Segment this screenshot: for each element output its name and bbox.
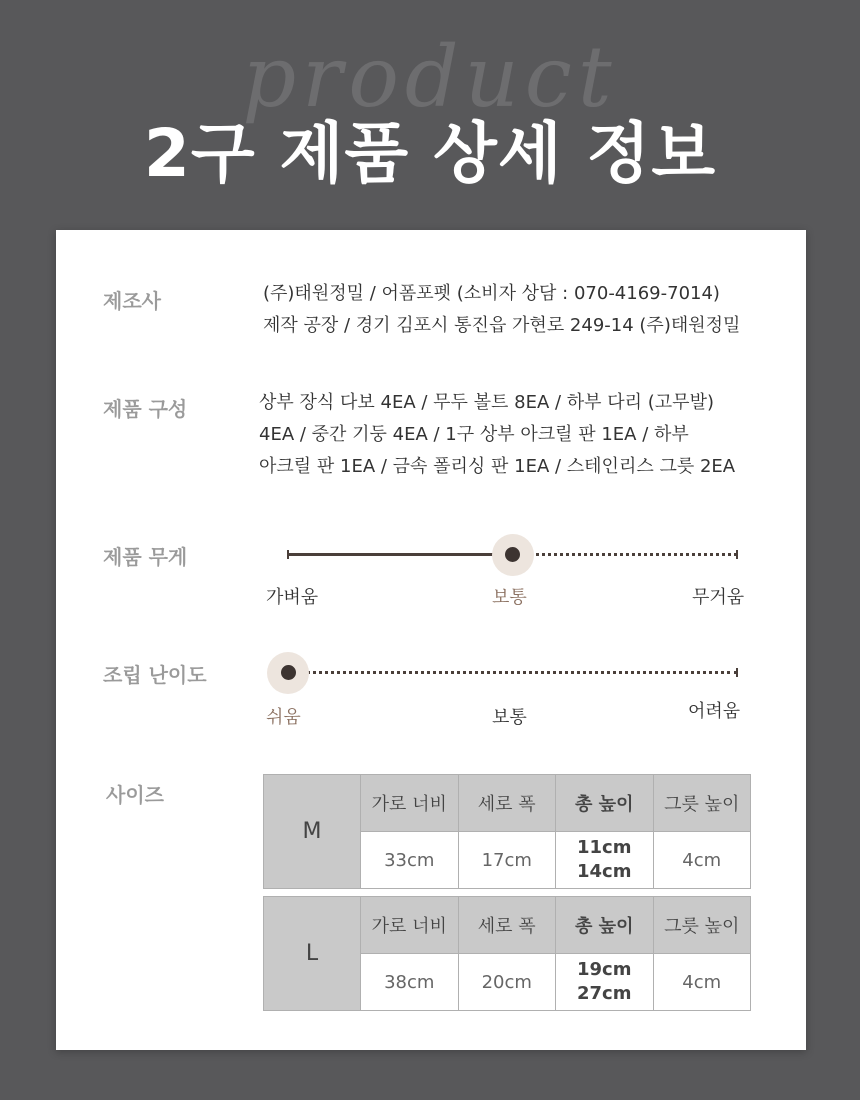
- col-width-header: 가로 너비: [361, 897, 459, 954]
- size-name: M: [264, 775, 361, 889]
- difficulty-level-hard: 어려움: [688, 701, 741, 722]
- difficulty-marker: [281, 665, 296, 680]
- height-value: [556, 954, 654, 1011]
- size-label: 사이즈: [106, 783, 164, 807]
- weight-marker: [505, 547, 520, 562]
- difficulty-scale: [256, 651, 756, 741]
- height-value-1: 11cm: [577, 837, 632, 858]
- col-bowl-header: 그릇 높이: [653, 897, 751, 954]
- bowl-value: 4cm: [653, 954, 751, 1011]
- height-value: [556, 832, 654, 889]
- composition-line-3: 아크릴 판 1EA / 금속 폴리싱 판 1EA / 스테인리스 그릇 2EA: [259, 456, 736, 477]
- difficulty-label: 조립 난이도: [103, 663, 207, 687]
- height-value-2: 14cm: [577, 861, 632, 882]
- weight-level-light: 가벼움: [266, 587, 319, 608]
- weight-label: 제품 무게: [103, 545, 188, 569]
- size-name: L: [264, 897, 361, 1011]
- depth-value: 20cm: [458, 954, 556, 1011]
- manufacturer-line-2: 제작 공장 / 경기 김포시 통진읍 가현로 249-14 (주)태원정밀: [263, 315, 741, 336]
- difficulty-scale-end-cap: [736, 668, 738, 677]
- weight-scale-end-cap: [736, 550, 738, 559]
- size-table-l: [263, 896, 751, 1011]
- composition-label: 제품 구성: [103, 397, 188, 421]
- page-title: 2구 제품 상세 정보: [143, 115, 717, 192]
- bowl-value: 4cm: [653, 832, 751, 889]
- col-bowl-header: 그릇 높이: [653, 775, 751, 832]
- manufacturer-line-1: (주)태원정밀 / 어폼포펫 (소비자 상담 : 070-4169-7014): [263, 283, 720, 304]
- decorative-script-word: product: [242, 28, 618, 126]
- difficulty-track-remaining: [288, 671, 737, 674]
- width-value: 38cm: [361, 954, 459, 1011]
- height-value-2: 27cm: [577, 983, 632, 1004]
- depth-value: 17cm: [458, 832, 556, 889]
- weight-level-heavy: 무거움: [692, 587, 745, 608]
- composition-info: [259, 387, 735, 483]
- weight-level-normal: 보통: [492, 587, 527, 608]
- col-width-header: 가로 너비: [361, 775, 459, 832]
- size-table-m: [263, 774, 751, 889]
- col-depth-header: 세로 폭: [458, 897, 556, 954]
- weight-scale: [256, 533, 756, 623]
- manufacturer-label: 제조사: [103, 289, 161, 313]
- weight-track-filled: [288, 553, 513, 556]
- header: [0, 0, 860, 230]
- width-value: 33cm: [361, 832, 459, 889]
- composition-line-2: 4EA / 중간 기둥 4EA / 1구 상부 아크릴 판 1EA / 하부: [259, 424, 689, 445]
- difficulty-level-normal: 보통: [492, 707, 527, 728]
- col-depth-header: 세로 폭: [458, 775, 556, 832]
- manufacturer-info: [263, 278, 740, 342]
- height-value-1: 19cm: [577, 959, 632, 980]
- weight-track-remaining: [513, 553, 738, 556]
- col-height-header: 총 높이: [556, 897, 654, 954]
- difficulty-level-easy: 쉬움: [266, 707, 301, 728]
- spec-card: [56, 230, 806, 1050]
- col-height-header: 총 높이: [556, 775, 654, 832]
- composition-line-1: 상부 장식 다보 4EA / 무두 볼트 8EA / 하부 다리 (고무발): [259, 392, 714, 413]
